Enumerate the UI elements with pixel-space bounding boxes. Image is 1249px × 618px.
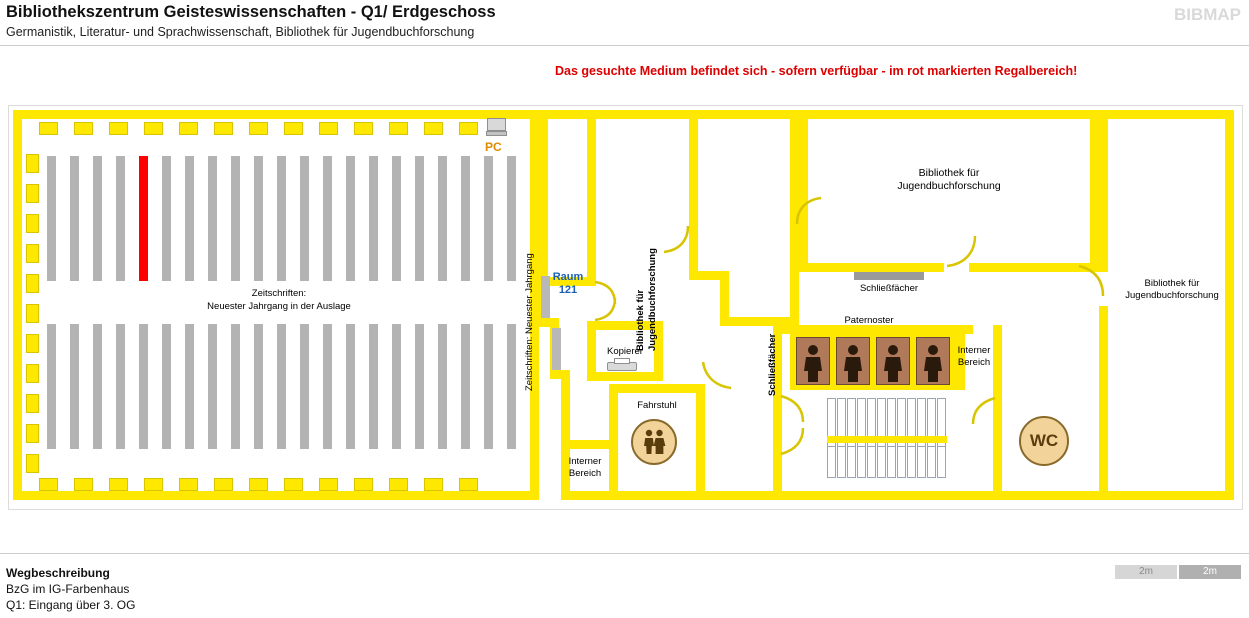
shelf: [93, 156, 102, 281]
shelf: [346, 324, 355, 449]
wall-jbf-right-right: [1225, 110, 1234, 500]
label-raum-121-line1: Raum: [552, 271, 584, 283]
shelf: [208, 324, 217, 449]
wall-room121-top: [539, 110, 689, 119]
wall-center-bottom: [696, 491, 1106, 500]
cabinet: [74, 478, 93, 491]
footer: [6, 565, 135, 613]
label-jbf-vertical: [635, 121, 659, 351]
cabinet: [214, 122, 233, 135]
shelf: [208, 156, 217, 281]
door-arc: [947, 236, 977, 266]
shelf: [300, 324, 309, 449]
shelf: [185, 324, 194, 449]
person-glyph: [837, 338, 869, 384]
locker-unit: [907, 446, 916, 478]
shelf: [438, 324, 447, 449]
locker-unit: [927, 446, 936, 478]
label-schliessfaecher-top: Schließfächer: [859, 283, 919, 294]
header-divider: [0, 45, 1249, 46]
locker-unit: [887, 446, 896, 478]
wall-left-hall-top: [13, 110, 539, 119]
cabinet: [39, 478, 58, 491]
door-arc: [595, 298, 619, 322]
shelf: [231, 324, 240, 449]
footer-title: Wegbeschreibung: [6, 566, 110, 580]
shelf: [323, 156, 332, 281]
cabinet: [26, 184, 39, 203]
person-glyph: [877, 338, 909, 384]
wall-jbf-left-top: [689, 110, 799, 119]
shelf: [70, 156, 79, 281]
page-subtitle: Germanistik, Literatur- und Sprachwissenschaft, Bibliothek für Jugendbuchforschung: [6, 25, 475, 39]
cabinet: [214, 478, 233, 491]
shelf: [300, 156, 309, 281]
locker-unit: [877, 446, 886, 478]
wall-jbf-right-top: [1099, 110, 1234, 119]
cabinet: [26, 334, 39, 353]
shelf: [392, 324, 401, 449]
label-schliessfaecher-vertical: Schließfächer: [767, 333, 778, 396]
shelf: [346, 156, 355, 281]
floor-plan-map: [8, 105, 1243, 510]
wall-fahrstuhl-top: [609, 384, 705, 393]
shelf: [369, 324, 378, 449]
locker-grid-divider: [827, 436, 947, 443]
cabinet: [26, 364, 39, 383]
people-glyph: [641, 428, 667, 456]
paternoster-cabin: [796, 337, 830, 385]
page-header: [0, 0, 1249, 46]
shelf: [70, 324, 79, 449]
shelf-highlighted: [139, 156, 148, 281]
cabinet: [319, 478, 338, 491]
cabinet: [26, 394, 39, 413]
shelf: [254, 156, 263, 281]
person-glyph: [917, 338, 949, 384]
highlight-notice: Das gesuchte Medium befindet sich - sofern verfügbar - im rot markierten Regalbereich!: [555, 64, 1078, 78]
shelf: [139, 324, 148, 449]
cabinet: [424, 122, 443, 135]
cabinet: [284, 478, 303, 491]
cabinet: [354, 122, 373, 135]
shelf: [484, 156, 493, 281]
label-zeitschriften-neuester-jahrgang: Zeitschriften: Neuester Jahrgang: [524, 253, 535, 391]
cabinet: [39, 122, 58, 135]
cabinet: [389, 122, 408, 135]
label-jbf-top-line2: Jugendbuchforschung: [897, 180, 1001, 192]
shelf: [323, 324, 332, 449]
label-raum-121-line2: 121: [558, 284, 578, 296]
label-zeitschriften-auslage-line2: Neuester Jahrgang in der Auslage: [207, 301, 351, 312]
door-arc: [781, 396, 805, 422]
bibmap-logo: BIBMAP: [1173, 5, 1241, 24]
label-kopierer: Kopierer: [607, 346, 643, 357]
door-arc: [795, 198, 821, 224]
wall-interner-left-bottom: [561, 491, 609, 500]
cabinet: [26, 424, 39, 443]
footer-line-1: BzG im IG-Farbenhaus: [6, 582, 130, 596]
locker-unit: [857, 446, 866, 478]
label-interner-bereich-left-line1: Interner: [568, 456, 602, 467]
cabinet: [144, 478, 163, 491]
locker-unit: [827, 446, 836, 478]
wall-jbf-right-left-upper: [1099, 110, 1108, 272]
cabinet: [389, 478, 408, 491]
cabinet: [26, 454, 39, 473]
label-jbf-right-line1: Bibliothek für: [1144, 278, 1200, 289]
shelf: [507, 156, 516, 281]
door-arc: [781, 428, 805, 454]
elevator-icon: [631, 419, 677, 465]
locker-unit: [867, 446, 876, 478]
cabinet: [284, 122, 303, 135]
cabinet: [26, 304, 39, 323]
cabinet: [249, 478, 268, 491]
locker-unit: [937, 446, 946, 478]
shelf: [277, 156, 286, 281]
copier-icon: [605, 358, 639, 372]
label-paternoster: Paternoster: [844, 315, 894, 326]
cabinet: [26, 154, 39, 173]
cabinet: [354, 478, 373, 491]
wall-jbf-right-bottom: [1099, 491, 1234, 500]
shelf: [47, 156, 56, 281]
shelf: [277, 324, 286, 449]
cabinet: [179, 122, 198, 135]
shelf: [162, 156, 171, 281]
schliessfaecher-block-top: [854, 272, 924, 280]
wall-fahrstuhl-right: [696, 384, 705, 500]
wall-left-hall-bottom: [13, 491, 539, 500]
locker-unit: [897, 446, 906, 478]
label-interner-bereich-left-line2: Bereich: [568, 468, 602, 479]
shelf: [369, 156, 378, 281]
label-fahrstuhl: Fahrstuhl: [637, 400, 677, 411]
pc-icon: [486, 118, 507, 137]
paternoster-cabin: [916, 337, 950, 385]
wall-jbf-left-vertical: [689, 110, 698, 280]
wall-left-lower-vertical: [561, 370, 570, 500]
wall-shadow-b: [541, 276, 550, 318]
cabinet: [26, 274, 39, 293]
footer-line-2: Q1: Eingang über 3. OG: [6, 598, 136, 612]
cabinet: [109, 122, 128, 135]
page-title: Bibliothekszentrum Geisteswissenschaften - Q1/ Erdgeschoss: [6, 3, 496, 21]
label-wc: WC: [1029, 431, 1059, 450]
shelf: [116, 156, 125, 281]
cabinet: [319, 122, 338, 135]
locker-unit: [837, 446, 846, 478]
shelf: [484, 324, 493, 449]
paternoster-cabin: [836, 337, 870, 385]
shelf: [185, 156, 194, 281]
wall-fahrstuhl-bottom: [609, 491, 705, 500]
cabinet: [26, 244, 39, 263]
wc-icon: [1019, 416, 1069, 466]
shelf: [461, 324, 470, 449]
locker-grid: [827, 398, 951, 478]
door-arc: [971, 398, 995, 424]
wall-jbf-big-bottom-a: [799, 263, 944, 272]
cabinet: [459, 122, 478, 135]
wall-left-hall-left: [13, 110, 22, 500]
cabinet: [424, 478, 443, 491]
cabinet: [249, 122, 268, 135]
shelf: [231, 156, 240, 281]
footer-divider: [0, 553, 1249, 554]
label-jbf-vertical-line2: Jugendbuchforschung: [647, 248, 658, 351]
wall-room121-right: [587, 110, 596, 286]
cabinet: [26, 214, 39, 233]
door-arc: [1079, 266, 1105, 296]
label-interner-bereich-mid-line1: Interner: [957, 345, 991, 356]
label-pc: PC: [485, 140, 502, 154]
cabinet: [459, 478, 478, 491]
label-jbf-right-line2: Jugendbuchforschung: [1125, 290, 1219, 301]
cabinet: [74, 122, 93, 135]
label-jbf-vertical-line1: Bibliothek für: [635, 289, 646, 351]
door-arc: [701, 362, 731, 388]
wall-jbf-right-left-lower: [1099, 306, 1108, 500]
wall-room121-left: [539, 110, 548, 286]
wall-jbf-big-left: [799, 110, 808, 272]
door-arc: [595, 301, 597, 303]
paternoster-cabin: [876, 337, 910, 385]
shelf: [461, 156, 470, 281]
wall-interner-left-top: [561, 440, 609, 449]
shelf: [116, 324, 125, 449]
person-glyph: [797, 338, 829, 384]
cabinet: [109, 478, 128, 491]
shelf: [93, 324, 102, 449]
shelf: [438, 156, 447, 281]
wall-shadow-a: [552, 328, 561, 370]
scale-bar-right: 2m: [1179, 565, 1241, 579]
cabinet: [144, 122, 163, 135]
shelf: [47, 324, 56, 449]
cabinet: [179, 478, 198, 491]
wall-jbf-big-top: [799, 110, 1099, 119]
wall-jbf-big-right: [1090, 110, 1099, 272]
shelf: [507, 324, 516, 449]
door-arc: [664, 226, 690, 252]
locker-unit: [847, 446, 856, 478]
locker-unit: [917, 446, 926, 478]
label-jbf-top-line1: Bibliothek für: [918, 167, 980, 179]
shelf: [392, 156, 401, 281]
shelf: [254, 324, 263, 449]
wall-kopierer-bottom: [587, 372, 663, 381]
shelf: [415, 324, 424, 449]
label-interner-bereich-mid-line2: Bereich: [957, 357, 991, 368]
shelf: [162, 324, 171, 449]
label-zeitschriften-auslage-line1: Zeitschriften:: [251, 288, 307, 299]
scale-bar-left: 2m: [1115, 565, 1177, 579]
shelf: [415, 156, 424, 281]
